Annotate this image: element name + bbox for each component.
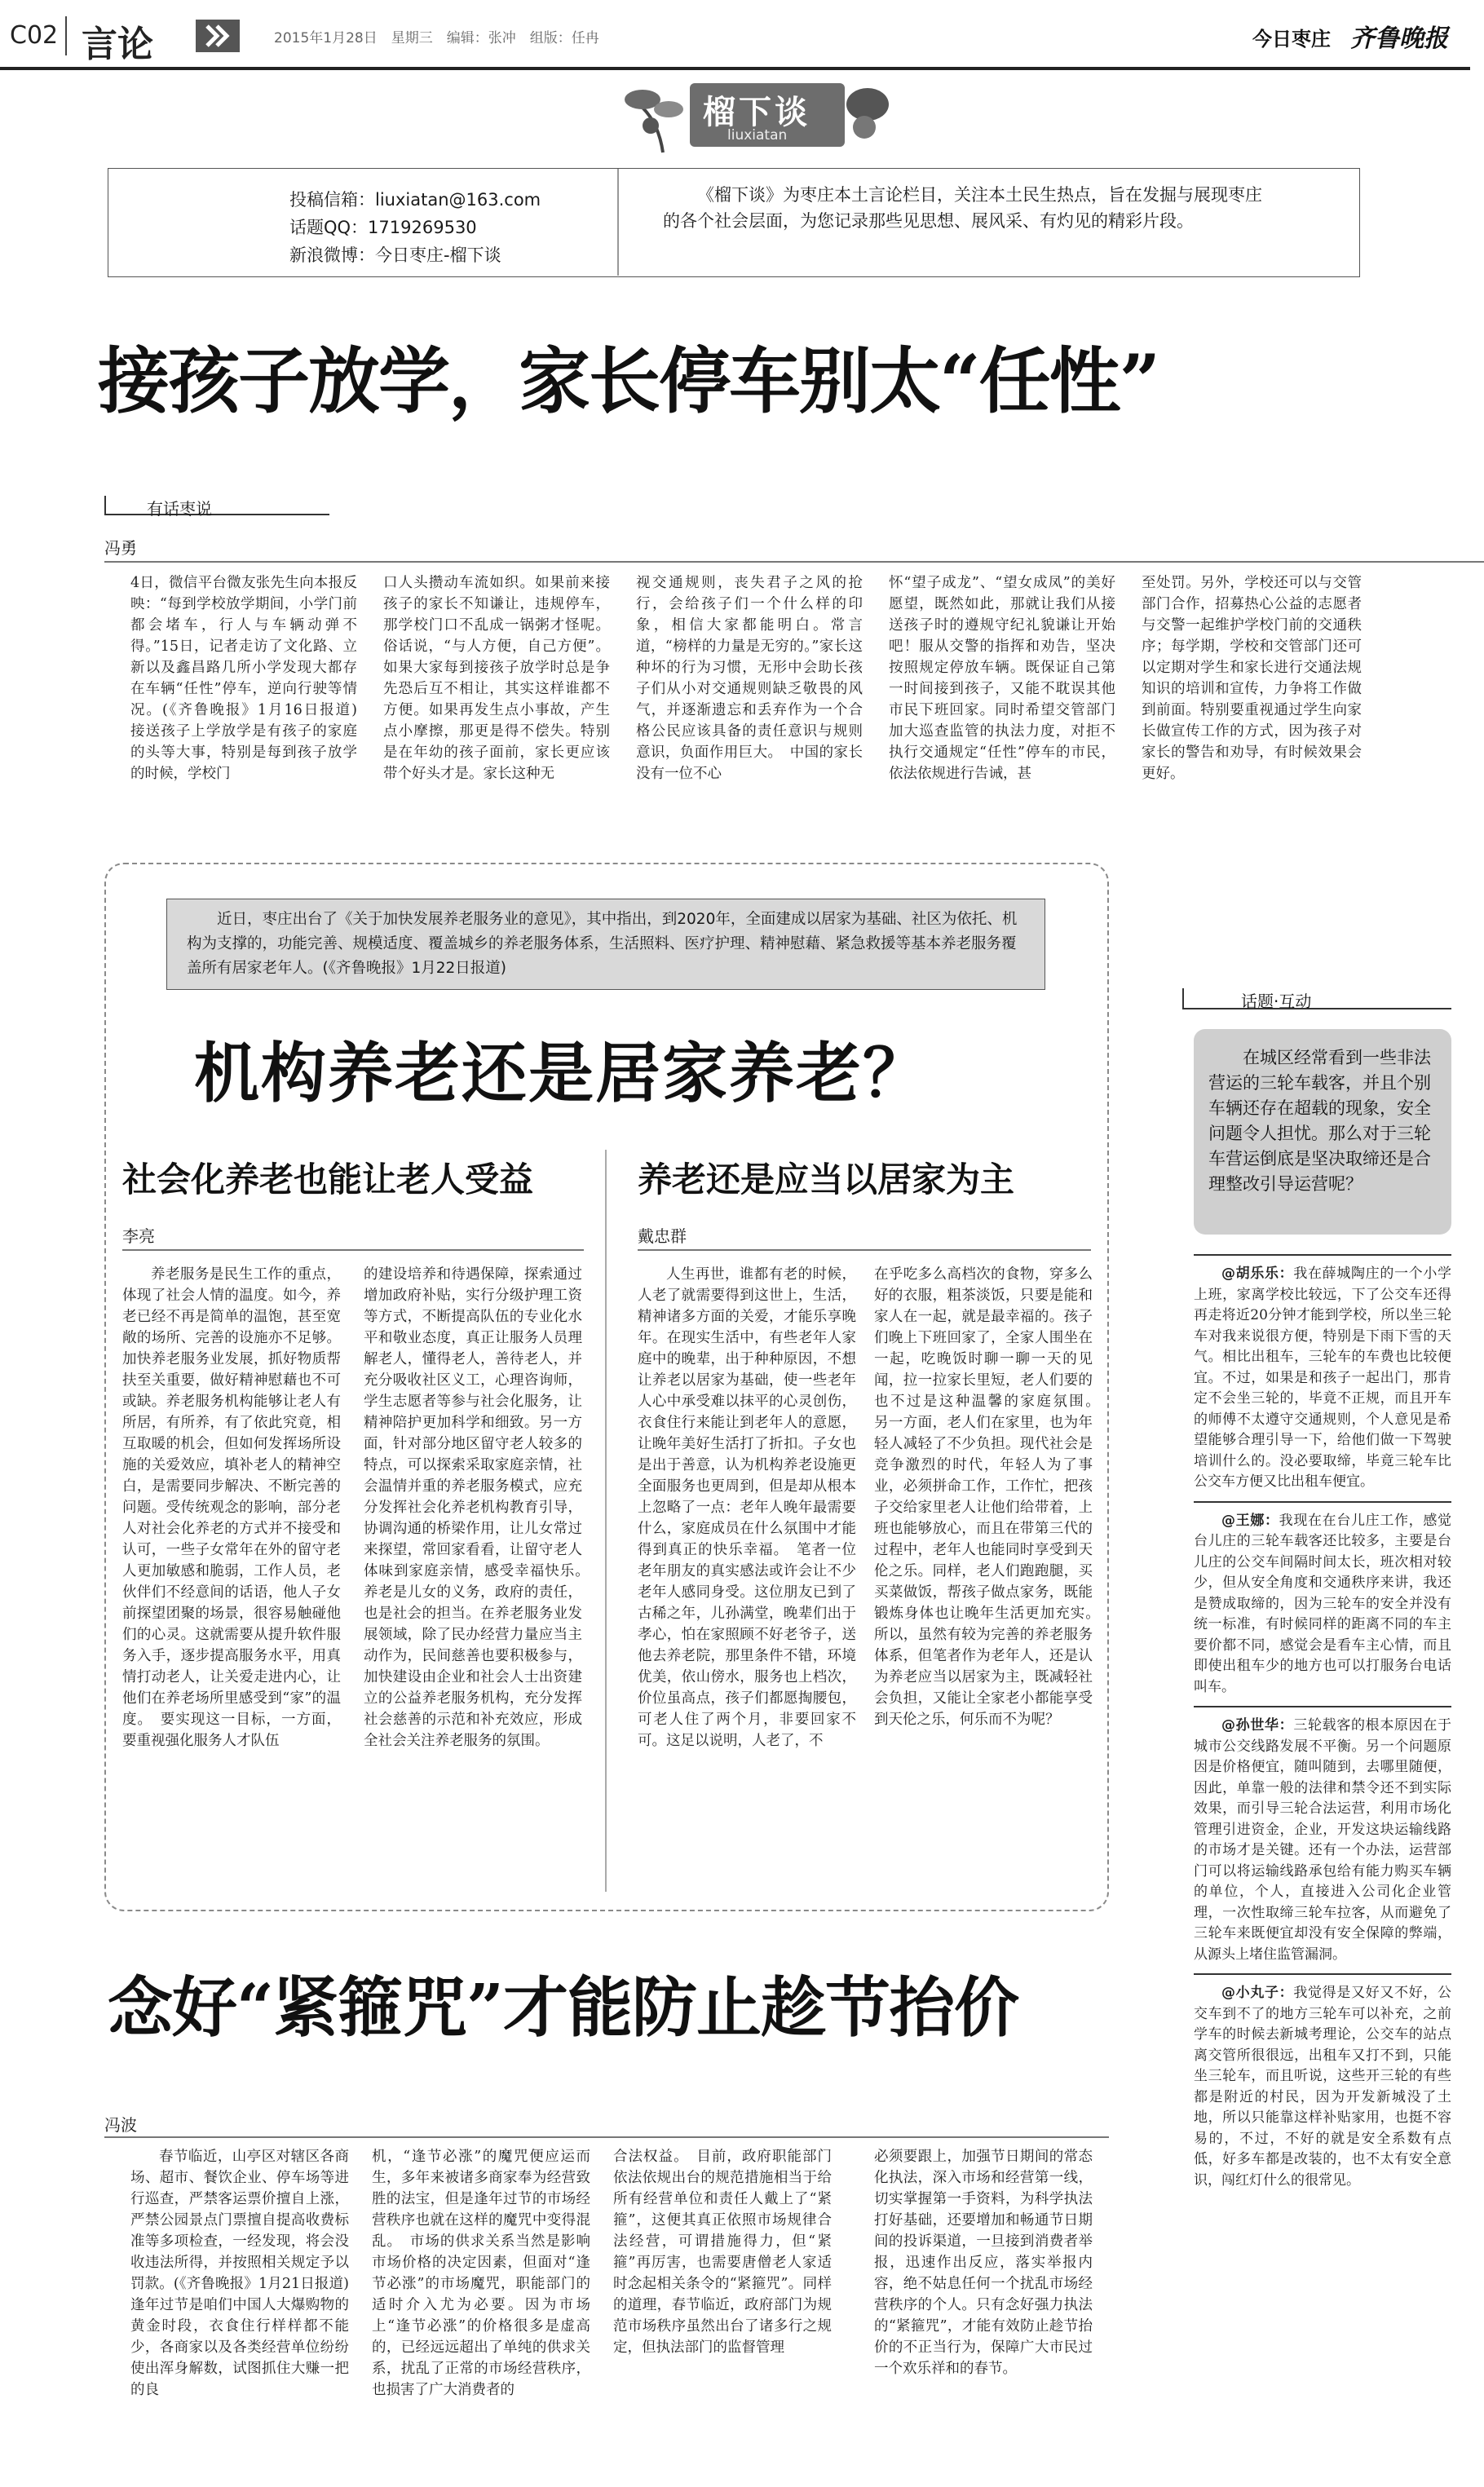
sidebar-label-box xyxy=(1182,988,1451,1009)
article3-rule xyxy=(104,2136,1109,2138)
comment-text: 我觉得是又好又不好，公交车到不了的地方三轮车可以补充，之前学车的时候去新城考理论，公交车的站点离交管所很很远，出租车又打不到，只能坐三轮车，而且听说，这些开三轮的有些都是附近的村民，因为开发新城没了土地，所以只能靠这样补贴家用，也挺不容易的，不过，不好的就是安全系数有点低，好多车都是改装的，也不太有安全意识，闯红灯什么的很常见。 xyxy=(1194,1985,1452,2189)
comment-item xyxy=(1194,1264,1451,1493)
edition-name: 今日枣庄 xyxy=(1252,28,1331,51)
double-chevron-icon xyxy=(196,20,240,52)
article1-rule xyxy=(104,561,1484,563)
page-code: C02 xyxy=(10,21,59,50)
article3-author: 冯波 xyxy=(104,2115,137,2135)
feature-left-col-2: 的建设培养和待遇保障，探索通过增加政府补贴，实行分级护理工资等方式，不断提高队伍的专业化水平和敬业态度，真正让服务人员理解老人，懂得老人，善待老人，并充分吸收社区义工，心理咨询师，学生志愿者等参与社会化服务，让精神陪护更加科学和细致。另一方面，针对部分地区留守老人较多的特点，可以探索采取家庭亲情，社会温情并重的养老服务模式，应充分发挥社会化养老机构教育引导，协调沟通的桥梁作用，让儿女常过来探望，常回家看看，让留守老人体味到家庭亲情，感受幸福快乐。 养老是儿女的义务，政府的责任，也是社会的担当。在养老服务业发展领域，除了民办经营力量应当主动作为，民间慈善也要积极参与，加快建设由企业和社会人士出资建立的公益养老服务机构，充分发挥社会慈善的示范和补充效应，形成全社会关注养老服务的氛围。 xyxy=(364,1266,597,1749)
article1-col-1: 4日，微信平台微友张先生向本报反映：“每到学校放学期间，小学门前都会堵车，行人与车辆动弹不得。”15日，记者走访了文化路、立新以及鑫昌路几所小学发现大都存在车辆“任性”停车，逆向行驶等情况。(《齐鲁晚报》1月16日报道) 接送孩子上学放学是有孩子的家庭的头等大事，特别是每到孩子放学的时候，学校门 xyxy=(130,575,372,782)
comment-item xyxy=(1194,1716,1451,1965)
comment-user: @胡乐乐： xyxy=(1221,1266,1294,1282)
comment-user: @王娜： xyxy=(1221,1512,1279,1529)
article1-col-3: 视交通规则，丧失君子之风的抢行，会给孩子们一个什么样的印象，相信大家都能明白。常言道，“榜样的力量是无穷的。”家长这种坏的行为习惯，无形中会助长孩子们从小对交通规则缺乏敬畏的风气，并逐渐遗忘和丢弃作为一个合格公民应该具备的责任意识与规则意识，负面作用巨大。 中国的家长没有一位不心 xyxy=(636,575,863,782)
issue-meta: 2015年1月28日 星期三 编辑：张冲 组版：任冉 xyxy=(274,30,599,46)
topic-question: 在城区经常看到一些非法营运的三轮车载客，并且个别车辆还存在超载的现象，安全问题令人担忧。那么对于三轮车营运倒底是坚决取缔还是合理整改引导运营呢？ xyxy=(1208,1048,1431,1194)
banner-title: 榴下谈 xyxy=(703,94,810,131)
feature-right-rule xyxy=(638,1249,1091,1251)
article1-headline: 接孩子放学，家长停车别太“任性” xyxy=(98,338,1159,423)
sidebar xyxy=(1182,988,1451,2480)
feature-left-author: 李亮 xyxy=(122,1226,155,1246)
contact-weibo: 新浪微博：今日枣庄-榴下谈 xyxy=(289,245,501,265)
comment-text: 我在薛城陶庄的一个小学上班，家离学校比较远，下了公交车还得再走将近20分钟才能到学校，所以坐三轮车对我来说很方便，特别是下雨下雪的天气。相比出租车，三轮车的车费也比较便宜。不过，如果是和孩子一起出门，那肯定不会坐三轮的，毕竟不正规，而且开车的师傅不太遵守交通规则，个人意见是希望能够合理引导一下，给他们做一下驾驶培训什么的。没必要取缔，毕竟三轮车比公交车方便又比出租车便宜。 xyxy=(1194,1266,1452,1490)
article1-col-4: 怀“望子成龙”、“望女成凤”的美好愿望，既然如此，那就让我们从接送孩子时的遵规守纪礼貌谦让开始吧！服从交警的指挥和劝告，坚决按照规定停放车辆。既保证自己第一时间接到孩子，又能不耽误其他市民下班回家。同时希望交管部门加大巡查监管的执法力度，对拒不执行交通规定“任性”停车的市民，依法依规进行告诫，甚 xyxy=(889,575,1115,782)
article3-headline: 念好“紧箍咒”才能防止趁节抬价 xyxy=(108,1969,1019,2046)
comment-item xyxy=(1194,1511,1451,1698)
feature-left-col-1: 养老服务是民生工作的重点，体现了社会人情的温度。如今，养老已经不再是简单的温饱，甚至宽敞的场所、完善的设施亦不足够。加快养老服务业发展，抓好物质帮扶至关重要，做好精神慰藉也不可或缺。养老服务机构能够让老人有所居，有所养，有了依此究竟，相互取暖的机会，但如何发挥场所设施的关爱效应，填补老人的精神空白，是需要同步解决、不断完善的问题。受传统观念的影响，部分老人对社会化养老的方式并不接受和认可，一些子女常年在外的留守老人更加敏感和脆弱，工作人员，老伙伴们不经意间的话语，他人子女前探望团聚的场景，很容易触碰他们的心灵。这就需要从提升软件服务入手，逐步提高服务水平，用真情打动老人，让关爱走进内心，让他们在养老场所里感受到“家”的温度。 要实现这一目标，一方面，要重视强化服务人才队伍 xyxy=(122,1266,341,1749)
contact-box xyxy=(108,168,1360,277)
comment-divider xyxy=(1194,1501,1451,1503)
comment-list xyxy=(1194,1264,1451,2191)
header-rule xyxy=(0,67,1470,70)
comment-user: @孙世华： xyxy=(1221,1717,1294,1734)
contact-qq: 话题QQ：1719269530 xyxy=(289,218,477,237)
sidebar-label: 话题·互动 xyxy=(1241,992,1312,1011)
banner-right-leaf xyxy=(840,80,895,153)
article1-author: 冯勇 xyxy=(104,538,137,558)
comment-text: 我现在在台儿庄工作，感觉台儿庄的三轮车载客还比较多，主要是台儿庄的公交车间隔时间太长，班次相对较少，但从安全角度和交通秩序来讲，我还是赞成取缔的，因为三轮车的安全并没有统一标准，有时候同样的距离不同的车主要价都不同，感觉会是看车主心情，而且即使出租车少的地方也可以打服务台电话叫车。 xyxy=(1194,1512,1452,1695)
contact-email: 投稿信箱：liuxiatan@163.com xyxy=(289,190,541,210)
column-banner xyxy=(618,75,895,157)
feature-lead: 近日，枣庄出台了《关于加快发展养老服务业的意见》，其中指出，到2020年，全面建成以居家为基础、社区为依托、机构为支撑的，功能完善、规模适度、覆盖城乡的养老服务体系，生活照料、医疗护理、精神慰藉、紧急救援等基本养老服务覆盖所有居家老年人。(《齐鲁晚报》1月22日报道) xyxy=(187,911,1018,977)
feature-right-subhead: 养老还是应当以居家为主 xyxy=(638,1160,1015,1199)
article1-col-2: 口人头攒动车流如织。如果前来接孩子的家长不知谦让，违规停车，那学校门口不乱成一锅粥才怪呢。俗话说，“与人方便，自己方便”。如果大家每到接孩子放学时总是争先恐后互不相让，其实这样谁都不方便。如果再发生点小事故，产生点小摩擦，那更是得不偿失。特别是在年幼的孩子面前，家长更应该带个好头才是。家长这种无 xyxy=(383,575,610,782)
article3-col-3: 合法权益。 目前，政府职能部门依法依规出台的规范措施相当于给所有经营单位和责任人戴上了“紧箍”，这便其真正依照市场规律合法经营，可谓措施得力，但“紧箍”再厉害，也需要唐僧老人家适时念起相关条令的“紧箍咒”。同样的道理，春节临近，政府部门为规范市场秩序虽然出台了诸多行之规定，但执法部门的监督管理 xyxy=(613,2149,832,2356)
header-divider xyxy=(65,16,67,55)
sidebar-rule xyxy=(1194,1254,1451,1256)
feature-right-col-2: 在乎吃多么高档次的食物，穿多么好的衣服，粗茶淡饭，只要是能和家人在一起，就是最幸福的。孩子们晚上下班回家了，全家人围坐在一起，吃晚饭时聊一聊一天的见闻，拉一拉家长里短，老人们要的也不过是这种温馨的家庭氛围。 另一方面，老人们在家里，也为年轻人减轻了不少负担。现代社会是竞争激烈的时代，年轻人为了事业，必须拼命工作，工作忙，把孩子交给家里老人让他们给带着，上班也能够放心，而且在带第三代的过程中，老年人也能同时享受到天伦之乐。同样，老人们跑跑腿，买买菜做饭，帮孩子做点家务，既能锻炼身体也让晚年生活更加充实。 所以，虽然有较为完善的养老服务体系，但笔者作为老年人，还是认为养老应当以居家为主，既减轻社会负担，又能让全家老小都能享受到天伦之乐，何乐而不为呢？ xyxy=(874,1266,1107,1728)
comment-text: 三轮载客的根本原因在于城市公交线路发展不平衡。另一个问题原因是价格便宜，随叫随到，去哪里随便，因此，单靠一般的法律和禁令还不到实际效果，而引导三轮合法运营，利用市场化管理引进资金，企业，开发这块运输线路的市场才是关键。还有一个办法，运营部门可以将运输线路承包给有能力购买车辆的单位，个人，直接进入公司化企业管理，一次性取缔三轮车拉客，从而避免了三轮车来既便宜却没有安全保障的弊端，从源头上堵住监管漏洞。 xyxy=(1194,1717,1452,1963)
feature-left-rule xyxy=(122,1249,584,1251)
feature-center-divider xyxy=(605,1150,607,1892)
comment-user: @小丸子： xyxy=(1221,1985,1294,2001)
topic-box xyxy=(1194,1029,1451,1235)
section-title: 言论 xyxy=(82,24,153,65)
column-label: 有话枣说 xyxy=(147,499,212,519)
article1-col-5: 至处罚。另外，学校还可以与交管部门合作，招募热心公益的志愿者与交警一起维护学校门前的交通秩序；每学期，学校和交管部门还可以定期对学生和家长进行交通法规知识的培训和宣传，力争将工作做到前面。特别要重视通过学生向家长做宣传工作的方式，因为孩子对家长的警告和劝导，有时候效果会更好。 xyxy=(1142,575,1362,782)
article3-col-2: 机，“逢节必涨”的魔咒便应运而生，多年来被诸多商家奉为经营致胜的法宝，但是逢年过节的市场经营秩序也就在这样的魔咒中变得混乱。 市场的供求关系当然是影响市场价格的决定因素，但面对“逢节必涨”的市场魔咒，职能部门的适时介入尤为必要。因为市场上“逢节必涨”的价格很多是虚高的，已经远远超出了单纯的供求关系，扰乱了正常的市场经营秩序，也损害了广大消费者的 xyxy=(372,2149,590,2398)
column-intro: 《榴下谈》为枣庄本土言论栏目，关注本土民生热点，旨在发掘与展现枣庄的各个社会层面，为您记录那些见思想、展风采、有灼见的精彩片段。 xyxy=(663,185,1262,231)
feature-right-author: 戴忠群 xyxy=(638,1226,687,1246)
article3-col-4: 必须要跟上，加强节日期间的常态化执法，深入市场和经营第一线，切实掌握第一手资料，为科学执法打好基础，还要增加和畅通节日期间的投诉渠道，一旦接到消费者举报，迅速作出反应，落实举报内容，绝不姑息任何一个扰乱市场经营秩序的个人。只有念好强力执法的“紧箍咒”，才能有效防止趁节抬价的不正当行为，保障广大市民过一个欢乐祥和的春节。 xyxy=(874,2149,1093,2377)
feature-right-col-1: 人生再世，谁都有老的时候，人老了就需要得到这世上，生活，精神诸多方面的关爱，才能乐享晚年。在现实生活中，有些老年人家庭中的晚辈，出于种种原因，不想让养老以居家为基础，使一些老年人心中承受难以抹平的心灵创伤，衣食住行来能让到老年人的意愿，让晚年美好生活打了折扣。子女也是出于善意，认为机构养老设施更全面服务也更周到，但是却从根本上忽略了一点：老年人晚年最需要什么，家庭成员在什么氛围中才能得到真正的快乐幸福。 笔者一位老年朋友的真实感法或许会让不少老年人感同身受。这位朋友已到了古稀之年，儿孙满堂，晚辈们出于孝心，怕在家照顾不好老爷子，送他去养老院，那里条件不错，环境优美，依山傍水，服务也上档次，价位虽高点，孩子们都愿掏腰包，可老人住了两个月，非要回家不可。这足以说明，人老了，不 xyxy=(638,1266,856,1749)
feature-headline: 机构养老还是居家养老？ xyxy=(194,1035,930,1111)
article3-col-1: 春节临近，山亭区对辖区各商场、超市、餐饮企业、停车场等进行巡查，严禁客运票价擅自上涨，严禁公园景点门票擅自提高收费标准等多项检查，一经发现，将会没收违法所得，并按照相关规定予以罚款。(《齐鲁晚报》1月21日报道) 逢年过节是咱们中国人大爆购物的黄金时段，衣食住行样样都不能少，各商家以及各类经营单位纷纷使出浑身解数，试图抓住大赚一把的良 xyxy=(130,2149,364,2398)
feature-lead-box xyxy=(166,899,1045,990)
feature-left-subhead: 社会化养老也能让老人受益 xyxy=(122,1160,534,1199)
paper-name: 齐鲁晚报 xyxy=(1350,24,1448,53)
banner-pinyin: liuxiatan xyxy=(727,127,788,144)
contact-inner-divider xyxy=(617,169,619,276)
page-header xyxy=(0,0,1470,68)
comment-item xyxy=(1194,1983,1451,2191)
comment-divider xyxy=(1194,1706,1451,1707)
comment-divider xyxy=(1194,1973,1451,1975)
column-label-box xyxy=(104,496,329,519)
